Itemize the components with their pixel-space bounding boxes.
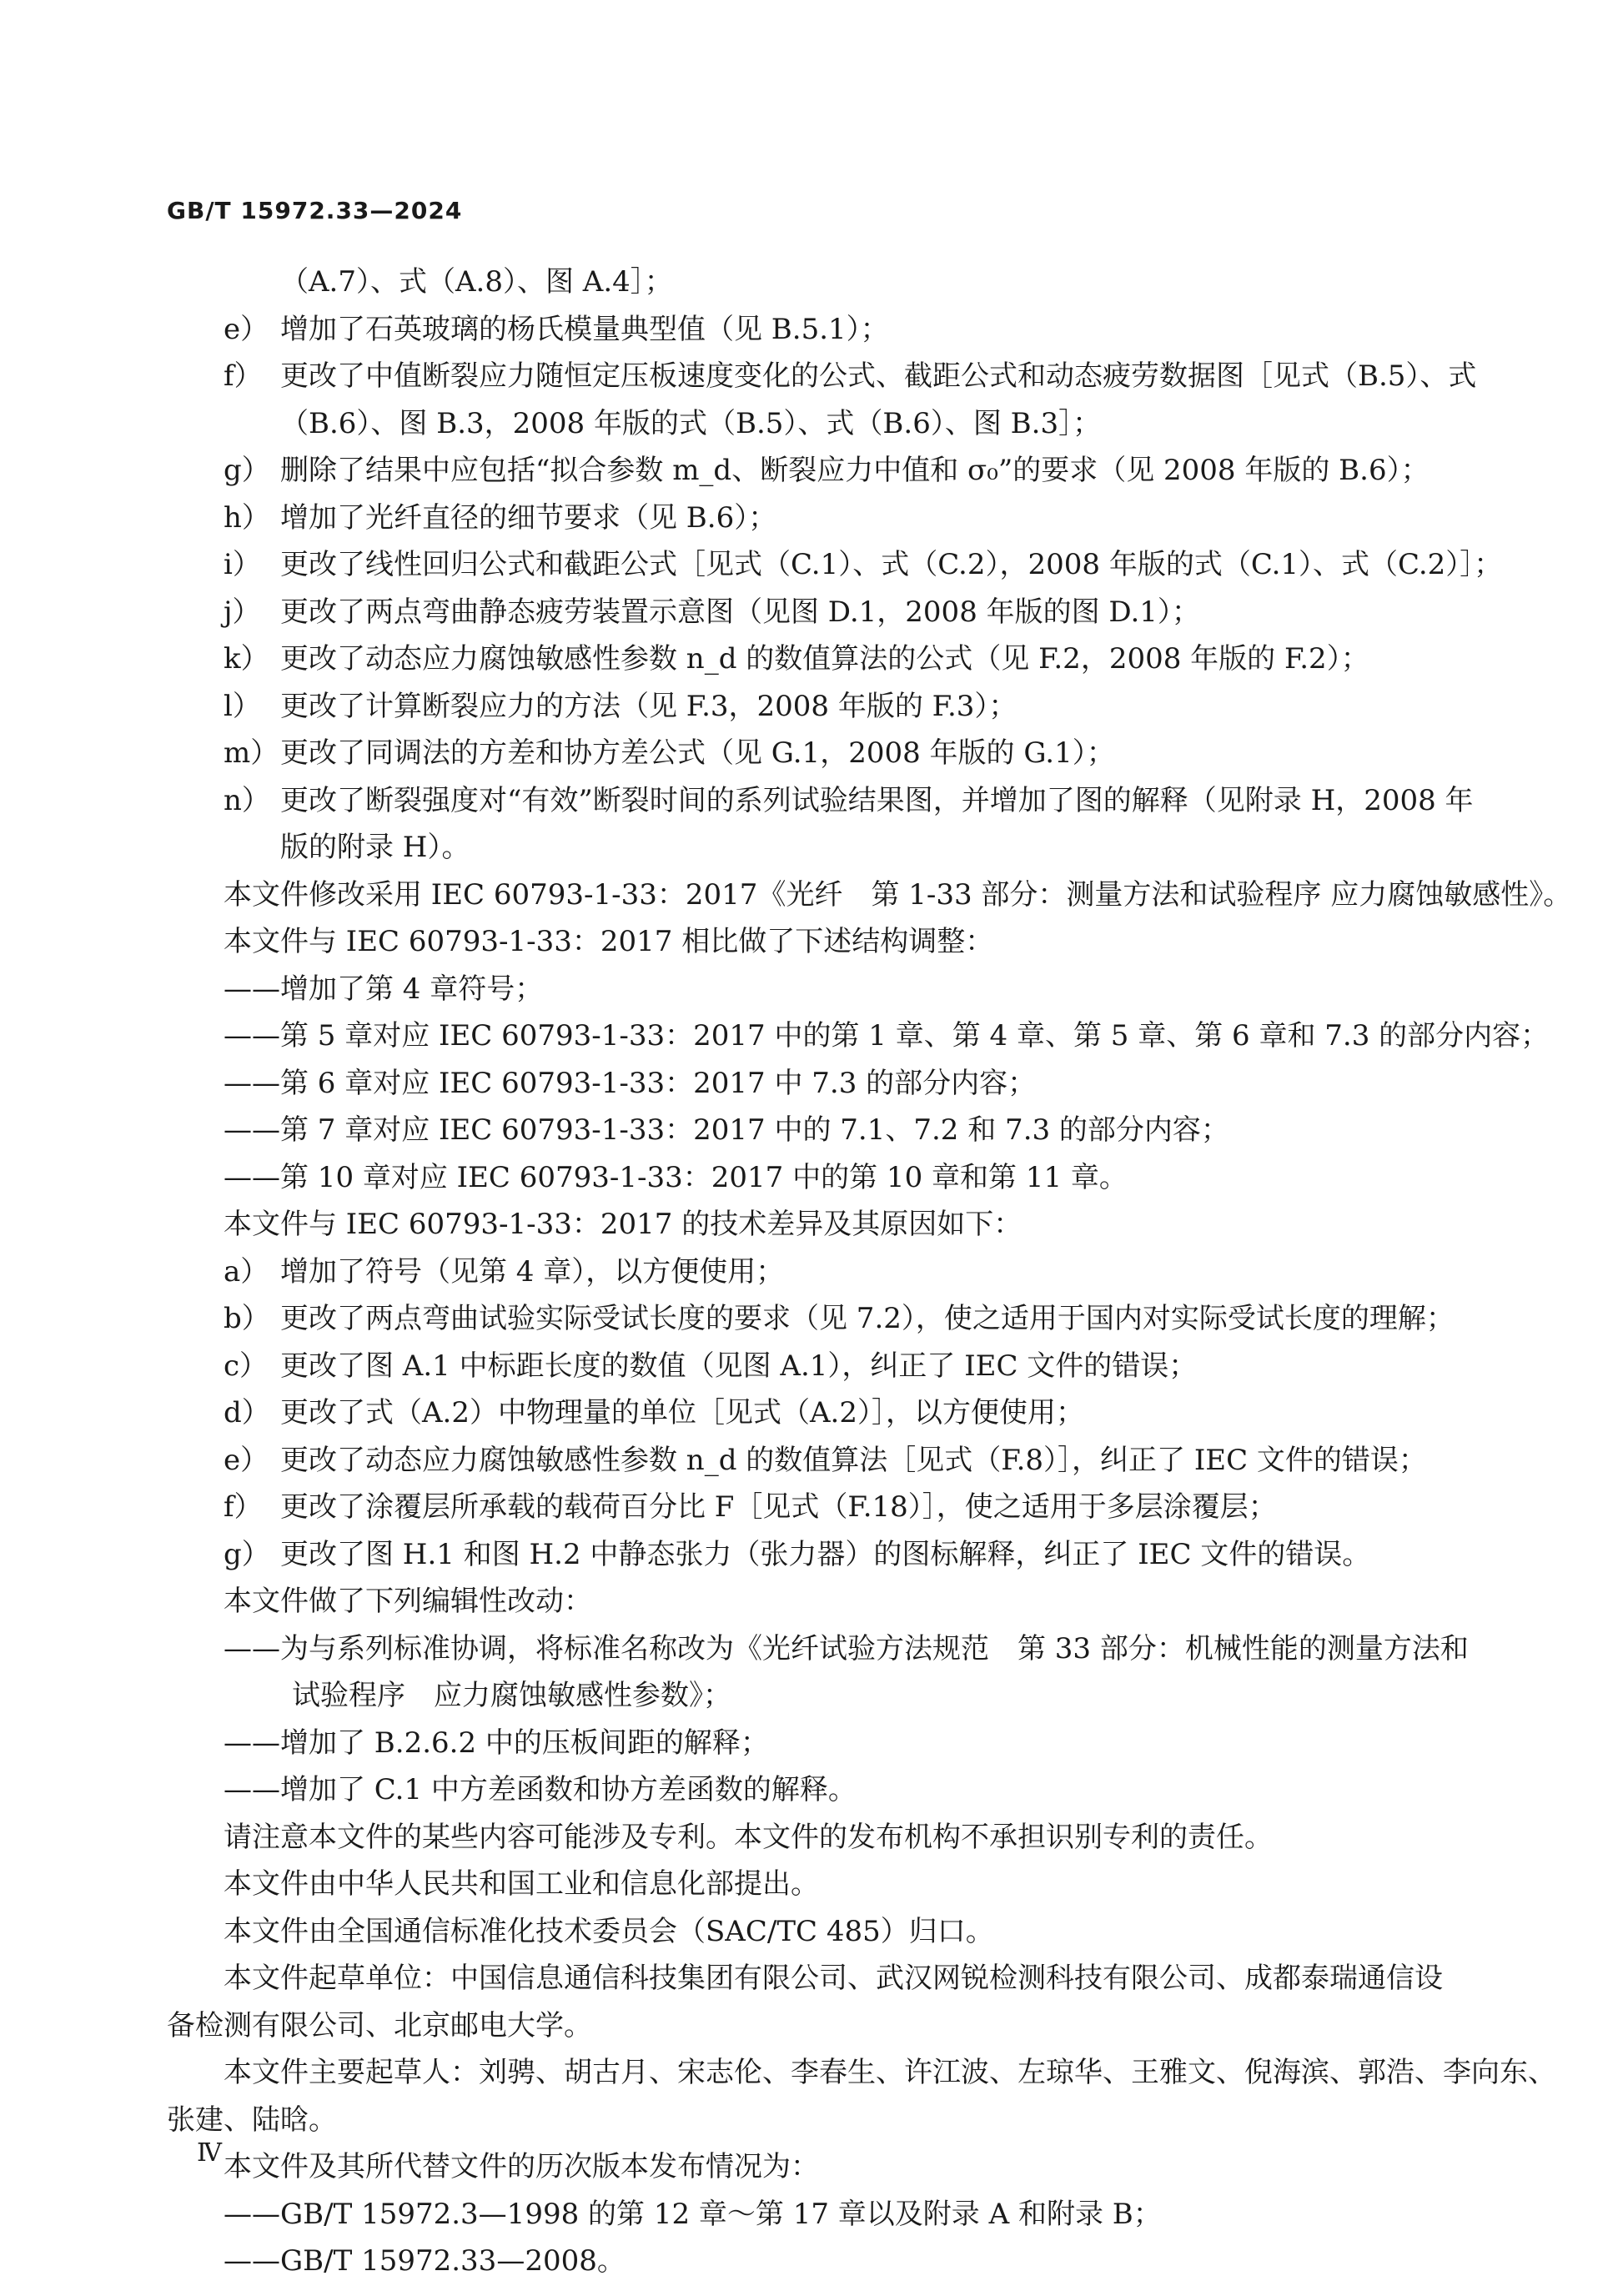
list-item: [167, 353, 1477, 400]
text-line: 版的附录 H）。: [280, 831, 470, 864]
dash-item: ——增加了 C.1 中方差函数和协方差函数的解释。: [224, 1773, 857, 1806]
paragraph: 本文件由全国通信标准化技术委员会（SAC/TC 485）归口。: [224, 1914, 994, 1948]
list-item: [167, 589, 1456, 636]
dash-item: ——第 7 章对应 IEC 60793-1-33：2017 中的 7.1、7.2 和 7.3 的部分内容；: [224, 1113, 1229, 1147]
item-label: l）: [224, 689, 261, 723]
text-line: （B.6）、图 B.3，2008 年版的式（B.5）、式（B.6）、图 B.3］；: [280, 406, 1102, 440]
item-label: j）: [224, 595, 261, 629]
item-label: f）: [224, 1490, 263, 1524]
item-label: d）: [224, 1396, 270, 1429]
item-label: e）: [224, 1443, 269, 1477]
paragraph: 本文件主要起草人：刘骋、胡古月、宋志伦、李春生、许江波、左琼华、王雅文、倪海滨、郭浩、李向东、: [224, 2056, 1556, 2089]
paragraph: 本文件及其所代替文件的历次版本发布情况为：: [224, 2150, 819, 2183]
item-text: 更改了式（A.2）中物理量的单位［见式（A.2）］，以方便使用；: [280, 1396, 1084, 1429]
text-line: （A.7）、式（A.8）、图 A.4］；: [280, 265, 673, 299]
text-line: 备检测有限公司、北京邮电大学。: [167, 2008, 592, 2042]
dash-item: ——第 5 章对应 IEC 60793-1-33：2017 中的第 1 章、第 4 章、第 5 章、第 6 章和 7.3 的部分内容；: [224, 1019, 1550, 1053]
dash-item: ——增加了第 4 章符号；: [224, 972, 544, 1006]
item-text: 更改了同调法的方差和协方差公式（见 G.1，2008 年版的 G.1）；: [280, 736, 1115, 770]
list-item: [167, 777, 1474, 825]
item-label: f）: [224, 359, 263, 393]
item-text: 删除了结果中应包括“拟合参数 m_d、断裂应力中值和 σ₀”的要求（见 2008 年版的 B.6）；: [280, 454, 1430, 487]
list-item: [167, 683, 1456, 731]
dash-item: ——增加了 B.2.6.2 中的压板间距的解释；: [224, 1726, 769, 1760]
paragraph: 本文件修改采用 IEC 60793-1-33：2017《光纤 第 1-33 部分：测量方法和试验程序 应力腐蚀敏感性》。: [224, 877, 1572, 912]
list-item: [167, 495, 1456, 542]
paragraph: 本文件由中华人民共和国工业和信息化部提出。: [224, 1867, 819, 1901]
item-label: g）: [224, 1537, 270, 1571]
foreword-body: [167, 259, 1572, 2285]
paragraph: 本文件做了下列编辑性改动：: [224, 1585, 592, 1618]
item-text: 更改了两点弯曲静态疲劳装置示意图（见图 D.1，2008 年版的图 D.1）；: [280, 595, 1200, 629]
text-line: 张建、陆晗。: [167, 2103, 337, 2137]
item-text: 更改了两点弯曲试验实际受试长度的要求（见 7.2），使之适用于国内对实际受试长度的理解；: [280, 1302, 1455, 1335]
paragraph: 本文件与 IEC 60793-1-33：2017 相比做了下述结构调整：: [224, 925, 994, 958]
item-text: 更改了线性回归公式和截距公式［见式（C.1）、式（C.2），2008 年版的式（C.1）、式（C.2）］；: [280, 548, 1503, 581]
list-item: [167, 306, 1456, 354]
list-item: [167, 636, 1456, 683]
item-text: 更改了动态应力腐蚀敏感性参数 n_d 的数值算法［见式（F.8）］，纠正了 IEC 文件的错误；: [280, 1443, 1427, 1477]
list-item: [167, 1484, 1456, 1531]
item-text: 更改了中值断裂应力随恒定压板速度变化的公式、截距公式和动态疲劳数据图［见式（B.5）、式: [280, 359, 1477, 393]
text-line: 试验程序 应力腐蚀敏感性参数》；: [292, 1679, 731, 1712]
list-item: [167, 1437, 1456, 1485]
item-label: i）: [224, 548, 261, 581]
item-label: g）: [224, 454, 270, 487]
page-number: Ⅳ: [197, 2138, 222, 2168]
item-label: n）: [224, 783, 270, 817]
item-text: 增加了石英玻璃的杨氏模量典型值（见 B.5.1）；: [280, 312, 889, 346]
list-item: [167, 447, 1456, 495]
item-label: m）: [224, 736, 279, 770]
item-text: 更改了图 A.1 中标距长度的数值（见图 A.1），纠正了 IEC 文件的错误；: [280, 1349, 1198, 1383]
dash-item: ——第 6 章对应 IEC 60793-1-33：2017 中 7.3 的部分内容；: [224, 1066, 1037, 1100]
list-item: [167, 1248, 1456, 1296]
item-text: 更改了涂覆层所承载的载荷百分比 F［见式（F.18）］，使之适用于多层涂覆层；: [280, 1490, 1277, 1524]
paragraph: 本文件起草单位：中国信息通信科技集团有限公司、武汉网锐检测科技有限公司、成都泰瑞通信设: [224, 1962, 1443, 1995]
item-text: 更改了断裂强度对“有效”断裂时间的系列试验结果图，并增加了图的解释（见附录 H，2008 年: [280, 783, 1474, 817]
item-text: 更改了计算断裂应力的方法（见 F.3，2008 年版的 F.3）；: [280, 689, 1018, 723]
list-item: [167, 1389, 1456, 1437]
dash-item: ——GB/T 15972.3—1998 的第 12 章～第 17 章以及附录 A 和附录 B；: [224, 2197, 1162, 2231]
list-item: [167, 541, 1503, 589]
list-item: [167, 1343, 1456, 1390]
list-item: [167, 730, 1456, 777]
dash-item: ——为与系列标准协调，将标准名称改为《光纤试验方法规范 第 33 部分：机械性能的测量方法和: [224, 1631, 1469, 1665]
document-id: GB/T 15972.33—2024: [167, 197, 463, 224]
item-label: k）: [224, 642, 269, 676]
list-item: [167, 1295, 1456, 1343]
item-text: 更改了动态应力腐蚀敏感性参数 n_d 的数值算法的公式（见 F.2，2008 年版的 F.2）；: [280, 642, 1369, 676]
item-label: h）: [224, 500, 270, 535]
dash-item: ——第 10 章对应 IEC 60793-1-33：2017 中的第 10 章和第 11 章。: [224, 1160, 1128, 1194]
item-text: 增加了光纤直径的细节要求（见 B.6）；: [280, 500, 777, 535]
list-item: [167, 1531, 1456, 1579]
item-text: 更改了图 H.1 和图 H.2 中静态张力（张力器）的图标解释，纠正了 IEC 文件的错误。: [280, 1537, 1371, 1571]
paragraph: 请注意本文件的某些内容可能涉及专利。本文件的发布机构不承担识别专利的责任。: [224, 1820, 1273, 1854]
paragraph: 本文件与 IEC 60793-1-33：2017 的技术差异及其原因如下：: [224, 1208, 1023, 1241]
item-label: a）: [224, 1254, 269, 1289]
item-label: c）: [224, 1349, 269, 1383]
item-text: 增加了符号（见第 4 章），以方便使用；: [280, 1254, 785, 1289]
item-label: e）: [224, 312, 269, 346]
item-label: b）: [224, 1302, 270, 1335]
dash-item: ——GB/T 15972.33—2008。: [224, 2244, 626, 2278]
